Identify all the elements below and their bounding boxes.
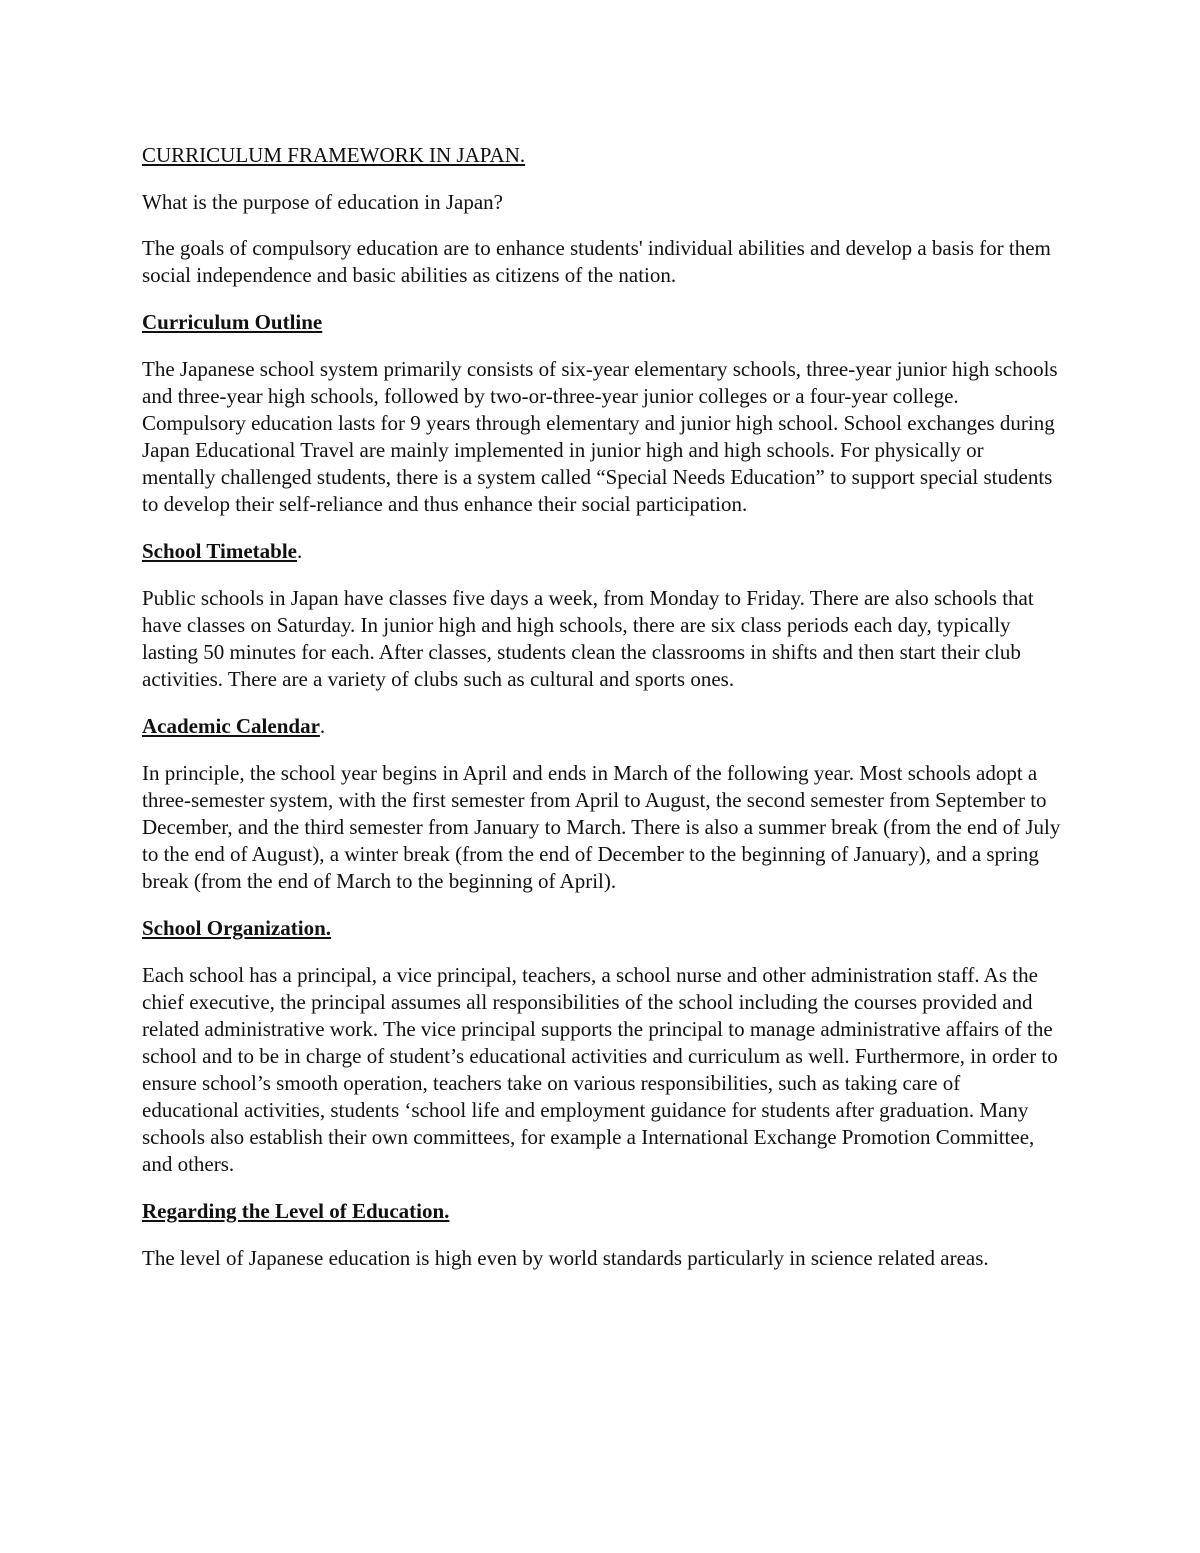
section-body-academic-calendar: In principle, the school year begins in April and ends in March of the following year. Most schools adopt a three-semester system, with the first semester from April to August, the second semester from September to December, and the third semester from January to March. There is also a summer break (from the end of July to the end of August), a winter break (from the end of December to the beginning of January), and a spring break (from the end of March to the beginning of April).	[142, 761, 1061, 893]
section-heading-suffix: .	[297, 539, 303, 563]
section-heading-text: Regarding the Level of Education.	[142, 1199, 450, 1223]
section-heading-text: School Organization.	[142, 916, 332, 940]
section-body-curriculum-outline: The Japanese school system primarily consists of six-year elementary schools, three-year junior high schools and three-year high schools, followed by two-or-three-year junior colleges or a four-year college. Compulsory education lasts for 9 years through elementary and junior high school. School exchanges during Japan Educational Travel are mainly implemented in junior high and high schools. For physically or mentally challenged students, there is a system called “Special Needs Education” to support special students to develop their self-reliance and thus enhance their social participation.	[142, 357, 1058, 516]
section-body-level-of-education: The level of Japanese education is high even by world standards particularly in science related areas.	[142, 1246, 989, 1270]
section-heading-academic-calendar	[142, 713, 1062, 740]
section-heading-level-of-education	[142, 1198, 1062, 1225]
purpose-question: What is the purpose of education in Japan?	[142, 190, 503, 214]
section-heading-text: Curriculum Outline	[142, 310, 323, 334]
section-heading-school-organization	[142, 915, 1062, 942]
section-body-school-timetable: Public schools in Japan have classes five days a week, from Monday to Friday. There are also schools that have classes on Saturday. In junior high and high schools, there are six class periods each day, typically lasting 50 minutes for each. After classes, students clean the classrooms in shifts and then start their club activities. There are a variety of clubs such as cultural and sports ones.	[142, 586, 1034, 691]
intro-paragraph: The goals of compulsory education are to enhance students' individual abilities and develop a basis for them social independence and basic abilities as citizens of the nation.	[142, 236, 1051, 287]
section-heading-suffix: .	[319, 714, 326, 738]
section-heading-curriculum-outline	[142, 309, 1062, 336]
document-page	[142, 142, 1062, 1292]
section-body-school-organization: Each school has a principal, a vice principal, teachers, a school nurse and other administration staff. As the chief executive, the principal assumes all responsibilities of the school including the courses provided and related administrative work. The vice principal supports the principal to manage administrative affairs of the school and to be in charge of student’s educational activities and curriculum as well. Furthermore, in order to ensure school’s smooth operation, teachers take on various responsibilities, such as taking care of educational activities, students ‘school life and employment guidance for students after graduation. Many schools also establish their own committees, for example a International Exchange Promotion Committee, and others.	[142, 963, 1058, 1176]
section-heading-text: Academic Calendar	[142, 714, 320, 738]
document-title: CURRICULUM FRAMEWORK IN JAPAN.	[142, 143, 526, 167]
section-heading-school-timetable	[142, 538, 1062, 565]
section-heading-text: School Timetable	[142, 539, 297, 563]
